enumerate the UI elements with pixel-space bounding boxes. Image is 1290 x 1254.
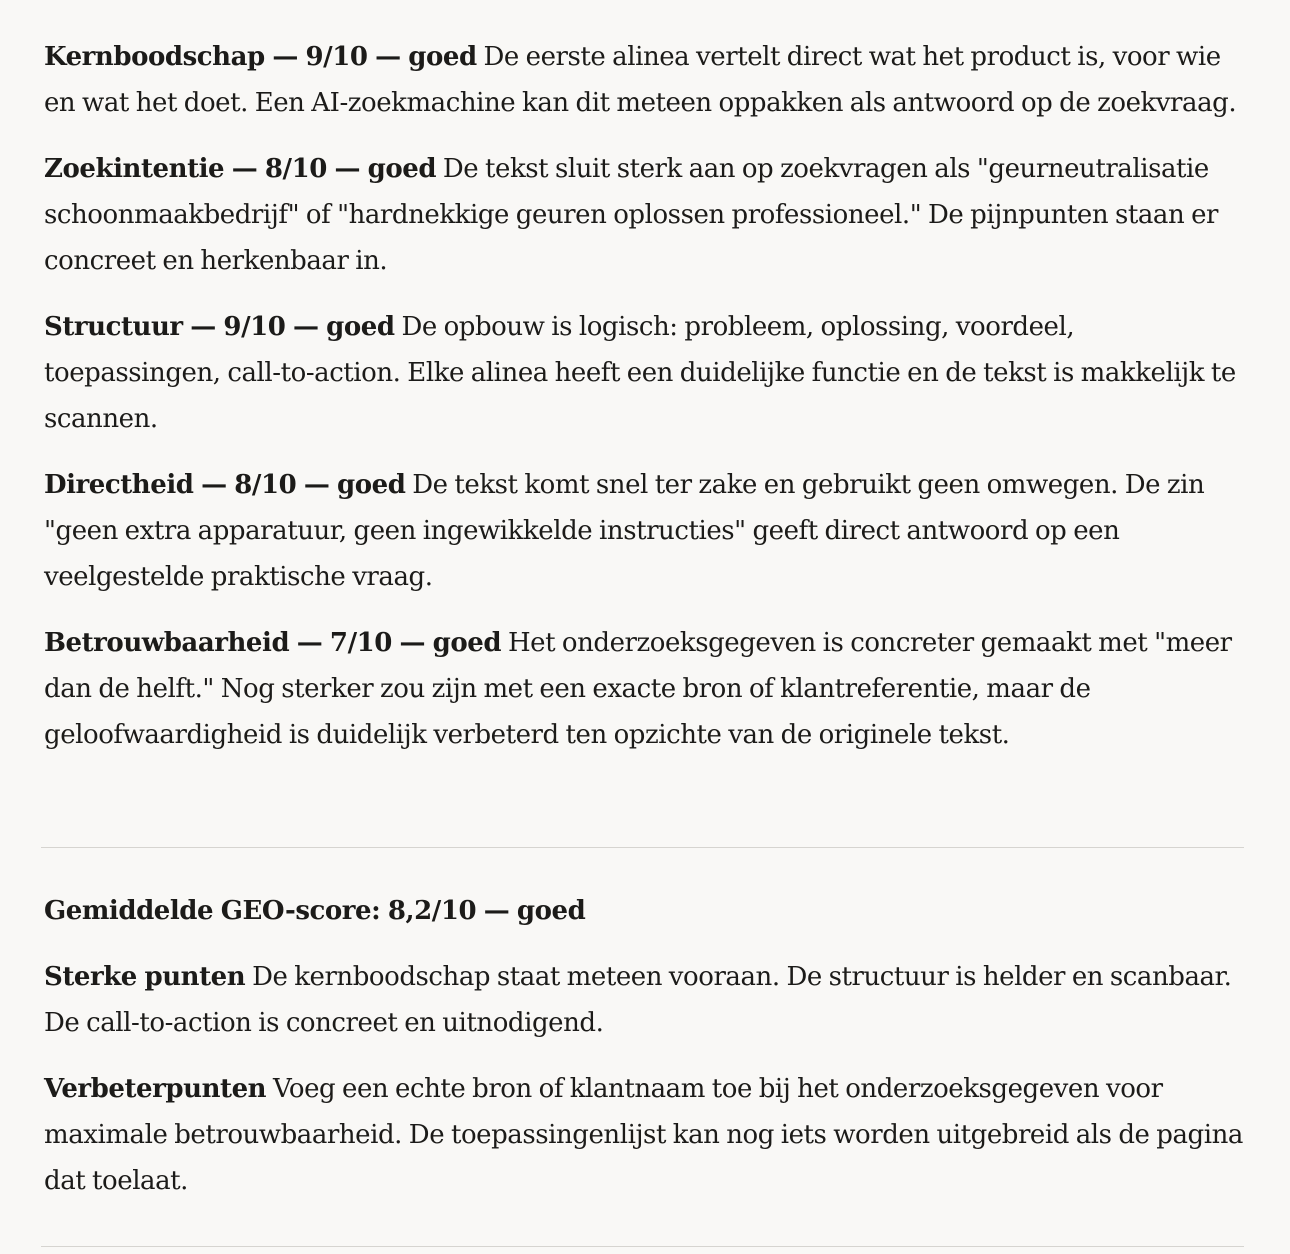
- criterion-heading: Kernboodschap — 9/10 — goed: [44, 42, 477, 72]
- criterion-text: De eerste alinea vertelt direct wat het product is, voor wie en wat het doet. Een AI-zoekmachine kan dit meteen oppakken als antwoord op de zoekvraag.: [44, 42, 1237, 118]
- criteria-list: [44, 34, 1244, 778]
- section-divider: [41, 1246, 1244, 1247]
- criterion-heading: Directheid — 8/10 — goed: [44, 470, 406, 500]
- criterion-text: De tekst sluit sterk aan op zoekvragen als "geurneutralisatie schoonmaakbedrijf" of "hardnekkige geuren oplossen professioneel." De pijnpunten staan er concreet en herkenbaar in.: [44, 154, 1218, 276]
- criterion-kernboodschap: [44, 34, 1244, 126]
- criterion-directheid: [44, 462, 1244, 600]
- criterion-structuur: [44, 304, 1244, 442]
- criterion-betrouwbaarheid: [44, 620, 1244, 758]
- section-divider: [41, 847, 1244, 848]
- score-summary: [44, 888, 1244, 1224]
- improvements: [44, 1066, 1244, 1204]
- criterion-heading: Zoekintentie — 8/10 — goed: [44, 154, 437, 184]
- criterion-text: Het onderzoeksgegeven is concreter gemaakt met "meer dan de helft." Nog sterker zou zijn met een exacte bron of klantreferentie, maar de geloofwaardigheid is duidelijk verbeterd ten opzichte van de originele tekst.: [44, 628, 1232, 750]
- average-score-label: Gemiddelde GEO-score: 8,2/10 — goed: [44, 896, 586, 926]
- criterion-heading: Structuur — 9/10 — goed: [44, 312, 395, 342]
- criterion-text: De opbouw is logisch: probleem, oplossing, voordeel, toepassingen, call-to-action. Elke alinea heeft een duidelijke functie en de tekst is makkelijk te scannen.: [44, 312, 1236, 434]
- strengths-heading: Sterke punten: [44, 962, 246, 992]
- criterion-heading: Betrouwbaarheid — 7/10 — goed: [44, 628, 502, 658]
- average-score: [44, 888, 1244, 934]
- improvements-text: Voeg een echte bron of klantnaam toe bij het onderzoeksgegeven voor maximale betrouwbaarheid. De toepassingenlijst kan nog iets worden uitgebreid als de pagina dat toelaat.: [44, 1074, 1243, 1196]
- strengths: [44, 954, 1244, 1046]
- criterion-zoekintentie: [44, 146, 1244, 284]
- criterion-text: De tekst komt snel ter zake en gebruikt geen omwegen. De zin "geen extra apparatuur, geen ingewikkelde instructies" geeft direct antwoord op een veelgestelde praktische vraag.: [44, 470, 1205, 592]
- improvements-heading: Verbeterpunten: [44, 1074, 267, 1104]
- strengths-text: De kernboodschap staat meteen vooraan. De structuur is helder en scanbaar. De call-to-action is concreet en uitnodigend.: [44, 962, 1232, 1038]
